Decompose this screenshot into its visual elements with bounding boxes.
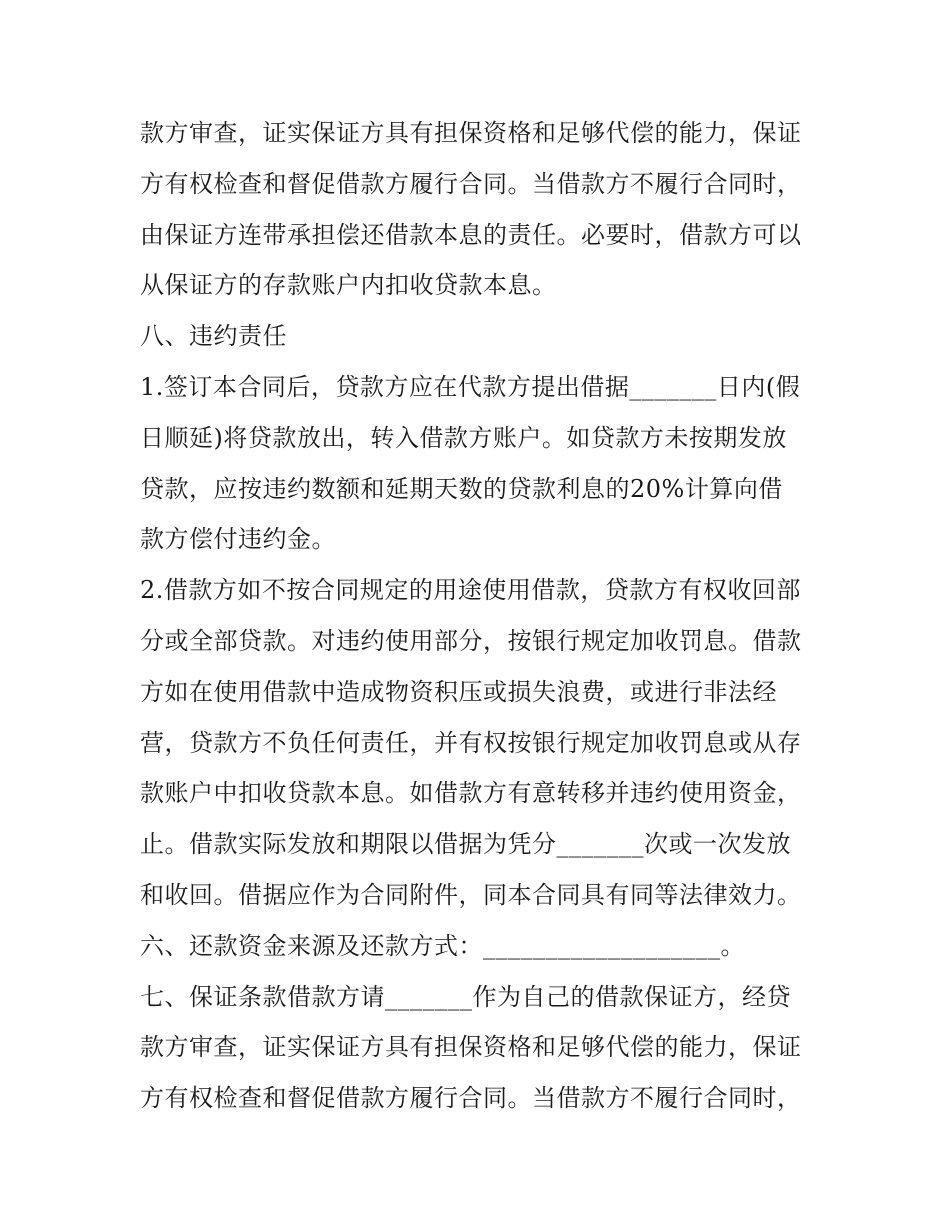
text-line: 贷款，应按违约数额和延期天数的贷款利息的20%计算向借	[140, 474, 783, 503]
text-line: 方有权检查和督促借款方履行合同。当借款方不履行合同时，	[140, 1084, 802, 1113]
text-line: 分或全部贷款。对违约使用部分，按银行规定加收罚息。借款	[140, 626, 802, 655]
text-line: 从保证方的存款账户内扣收贷款本息。	[140, 271, 557, 300]
section-heading: 八、违约责任	[140, 322, 287, 351]
text-line: 止。借款实际发放和期限以借据为凭分_______次或一次发放	[140, 830, 791, 859]
text-line: 七、保证条款借款方请_______作为自己的借款保证方，经贷	[140, 982, 791, 1011]
text-line: 款账户中扣收贷款本息。如借款方有意转移并违约使用资金，	[140, 779, 802, 808]
text-line: 方有权检查和督促借款方履行合同。当借款方不履行合同时，	[140, 169, 802, 198]
text-line: 款方审查，证实保证方具有担保资格和足够代偿的能力，保证	[140, 119, 802, 147]
text-line: 1.签订本合同后，贷款方应在代款方提出借据_______日内(假	[140, 372, 801, 401]
text-line: 日顺延)将贷款放出，转入借款方账户。如贷款方未按期发放	[140, 423, 787, 452]
text-line: 款方偿付违约金。	[140, 525, 336, 554]
text-line: 款方审查，证实保证方具有担保资格和足够代偿的能力，保证	[140, 1033, 802, 1062]
document-body	[140, 108, 830, 1124]
text-line: 由保证方连带承担偿还借款本息的责任。必要时，借款方可以	[140, 220, 802, 249]
text-line: 方如在使用借款中造成物资积压或损失浪费，或进行非法经	[140, 677, 777, 706]
text-line: 和收回。借据应作为合同附件，同本合同具有同等法律效力。	[140, 880, 802, 909]
text-line: 六、还款资金来源及还款方式：___________________。	[140, 931, 745, 960]
text-line: 营，贷款方不负任何责任，并有权按银行规定加收罚息或从存	[140, 728, 802, 757]
text-line: 2.借款方如不按合同规定的用途使用借款，贷款方有权收回部	[140, 576, 801, 605]
